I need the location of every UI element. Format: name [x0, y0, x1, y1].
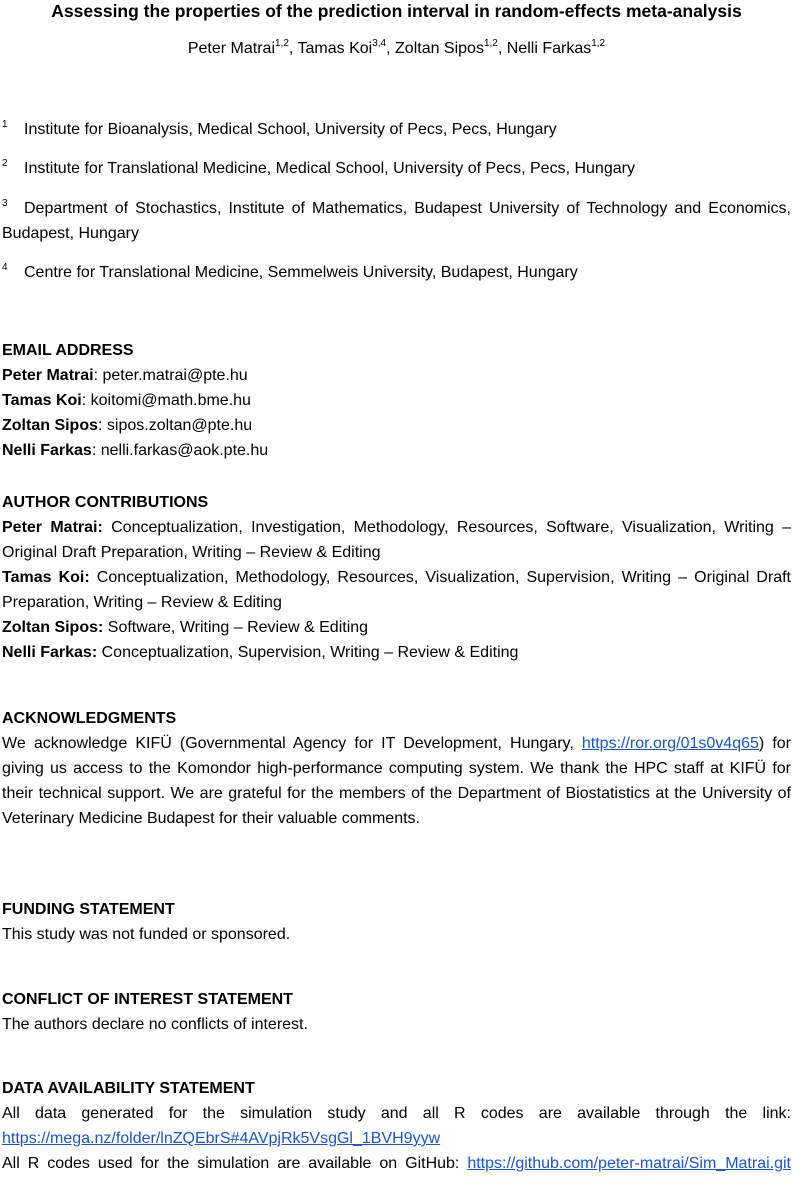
acknowledgments-text-part: We acknowledge KIFÜ (Governmental Agency for IT Development, Hungary,	[2, 735, 582, 752]
contribution-roles: Software, Writing – Review & Editing	[107, 619, 369, 636]
ror-link[interactable]: https://ror.org/01s0v4q65	[581, 735, 759, 752]
affiliation-text: Centre for Translational Medicine, Semmelweis University, Budapest, Hungary	[24, 264, 578, 281]
contribution-author: Peter Matrai:	[2, 519, 103, 536]
email-address: koitomi@math.bme.hu	[90, 392, 251, 409]
email-address: peter.matrai@pte.hu	[102, 367, 248, 384]
section-heading: FUNDING STATEMENT	[2, 901, 175, 918]
funding-text: This study was not funded or sponsored.	[2, 926, 291, 943]
conflict-section	[2, 987, 791, 1037]
email-entry: Peter Matrai: peter.matrai@pte.hu	[2, 367, 248, 384]
acknowledgments-section	[2, 706, 791, 831]
github-link[interactable]: https://github.com/peter-matrai/Sim_Matrai.git	[467, 1155, 791, 1172]
section-heading: ACKNOWLEDGMENTS	[2, 710, 177, 727]
paper-title: Assessing the properties of the prediction interval in random-effects meta-analysis	[51, 1, 742, 21]
data-availability-section	[2, 1076, 791, 1176]
email-author: Tamas Koi	[2, 392, 82, 409]
contribution-entry	[2, 565, 791, 615]
author-affiliation-marker: 1,2	[275, 38, 289, 49]
section-heading: EMAIL ADDRESS	[2, 342, 134, 359]
email-address: nelli.farkas@aok.pte.hu	[100, 442, 269, 459]
affiliation: 4 Centre for Translational Medicine, Semmelweis University, Budapest, Hungary	[2, 262, 578, 281]
contribution-author: Zoltan Sipos:	[2, 619, 104, 636]
contribution-entry	[2, 640, 791, 665]
affiliation: 2 Institute for Translational Medicine, Medical School, University of Pecs, Pecs, Hungary	[2, 158, 635, 177]
contributions-section	[2, 490, 791, 665]
email-entry: Zoltan Sipos: sipos.zoltan@pte.hu	[2, 417, 253, 434]
contribution-roles: Conceptualization, Investigation, Methodology, Resources, Software, Visualization, Writing – Original Draft Preparation, Writing – Review & Editing	[2, 519, 792, 561]
contribution-author: Tamas Koi:	[2, 569, 90, 586]
affiliation-text: Department of Stochastics, Institute of Mathematics, Budapest University of Technology and Economics, Budapest, Hungary	[2, 200, 791, 242]
acknowledgments-text-part: ) for giving us access to the Komondor high-performance computing system. We thank the HPC staff at KIFÜ for their technical support. We are grateful for the members of the Department of Biostatistics at the University of Veterinary Medicine Budapest for their valuable comments.	[2, 735, 791, 827]
affiliation: 3 Department of Stochastics, Institute of Mathematics, Budapest University of Technology and Economics, Budapest, Hungary	[2, 198, 791, 242]
author-affiliation-marker: 1,2	[591, 38, 606, 49]
email-address: sipos.zoltan@pte.hu	[106, 417, 253, 434]
conflict-text: The authors declare no conflicts of interest.	[2, 1016, 308, 1033]
email-section	[2, 338, 791, 463]
author-name: Nelli Farkas	[506, 40, 592, 57]
email-author: Nelli Farkas	[2, 442, 92, 459]
email-author: Zoltan Sipos	[2, 417, 98, 434]
affiliation: 1 Institute for Bioanalysis, Medical School, University of Pecs, Pecs, Hungary	[2, 119, 557, 138]
contribution-author: Nelli Farkas:	[2, 644, 98, 661]
data-availability-text: All data generated for the simulation study and all R codes are available through the link:	[2, 1105, 791, 1122]
email-entry: Tamas Koi: koitomi@math.bme.hu	[2, 392, 251, 409]
contribution-entry	[2, 615, 791, 640]
email-entry: Nelli Farkas: nelli.farkas@aok.pte.hu	[2, 442, 269, 459]
section-heading: AUTHOR CONTRIBUTIONS	[2, 494, 209, 511]
acknowledgments-text	[2, 731, 791, 831]
author-name: Zoltan Sipos	[395, 40, 484, 57]
section-heading: CONFLICT OF INTEREST STATEMENT	[2, 991, 293, 1008]
data-link-line	[2, 1126, 791, 1151]
affiliation-text: Institute for Translational Medicine, Medical School, University of Pecs, Pecs, Hungary	[24, 160, 635, 177]
github-line	[2, 1151, 791, 1176]
section-heading: DATA AVAILABILITY STATEMENT	[2, 1080, 255, 1097]
author-name: Tamas Koi	[297, 40, 373, 57]
author-name: Peter Matrai	[187, 40, 275, 57]
author-affiliation-marker: 3,4	[372, 38, 387, 49]
github-text: All R codes used for the simulation are available on GitHub:	[2, 1155, 460, 1172]
funding-section	[2, 897, 791, 947]
contribution-roles: Conceptualization, Supervision, Writing – Review & Editing	[101, 644, 519, 661]
contribution-entry	[2, 515, 791, 565]
contribution-roles: Conceptualization, Methodology, Resources, Visualization, Supervision, Writing – Original Draft Preparation, Writing – Review & Editing	[2, 569, 791, 611]
email-author: Peter Matrai	[2, 367, 94, 384]
author-list: Peter Matrai$^{1,2}$, Tamas Koi$^{3,4}$, Zoltan Sipos$^{1,2}$, Nelli Farkas$^{1,2}$	[187, 38, 606, 57]
affiliation-text: Institute for Bioanalysis, Medical School, University of Pecs, Pecs, Hungary	[24, 121, 557, 138]
author-affiliation-marker: 1,2	[483, 38, 498, 49]
mega-link[interactable]: https://mega.nz/folder/lnZQEbrS#4AVpjRk5VsgGl_1BVH9yyw	[2, 1130, 441, 1147]
